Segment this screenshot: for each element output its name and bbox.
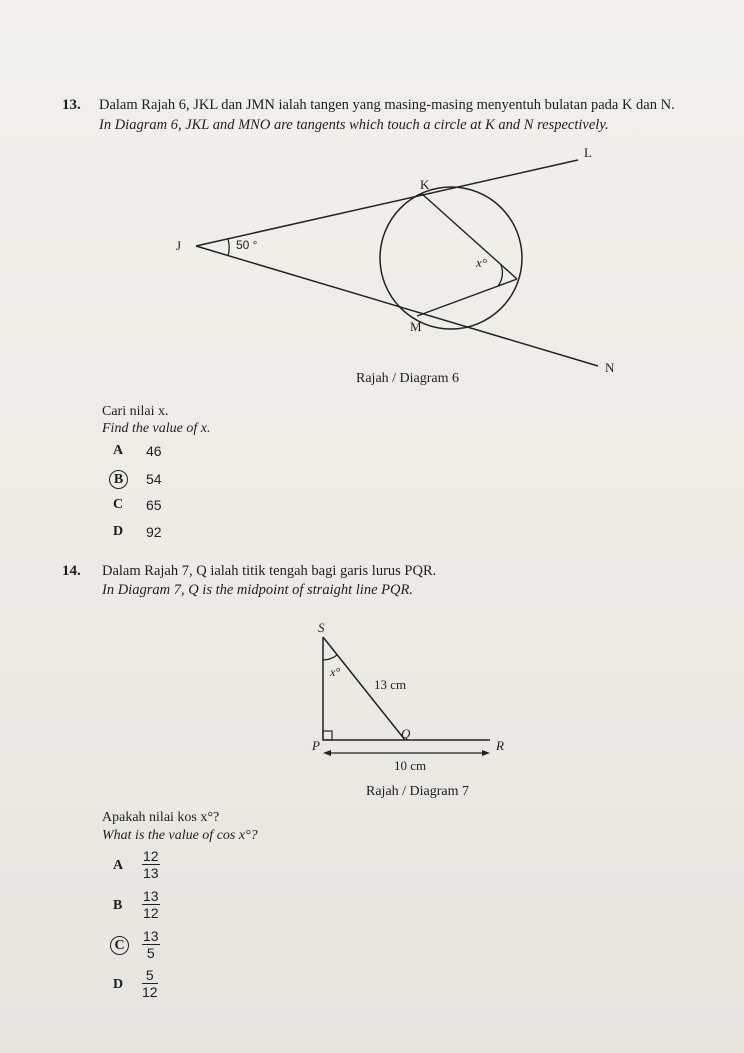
q14-option-b-num: 13: [143, 888, 159, 904]
label-x-14: x°: [330, 665, 341, 679]
label-r: R: [496, 738, 504, 753]
q14-option-a-num: 12: [143, 848, 159, 864]
label-p: P: [312, 738, 320, 753]
angle-arc-s: [323, 655, 337, 660]
diagram-7: [0, 600, 744, 780]
q13-malay-text: Dalam Rajah 6, JKL dan JMN ialah tangen yang masing-masing menyentuh bulatan pada K dan N.: [99, 97, 675, 113]
angle-arc-j: [228, 239, 229, 256]
q13-option-a-letter[interactable]: A: [113, 443, 124, 458]
q13-option-c-letter[interactable]: C: [113, 497, 124, 512]
label-n: N: [605, 360, 615, 375]
label-m: M: [410, 319, 422, 334]
q14-option-a-den: 13: [143, 865, 159, 881]
q13-option-a-value: 46: [146, 443, 162, 459]
circle: [380, 187, 522, 329]
arrow-right: [482, 750, 490, 756]
right-angle-mark: [323, 731, 332, 740]
q14-option-b-fraction: [142, 888, 160, 921]
tangent-jkl: [196, 160, 578, 246]
q14-option-c-num: 13: [143, 928, 159, 944]
q14-prompt-english: What is the value of cos x°?: [102, 828, 258, 843]
q14-option-b-letter[interactable]: B: [113, 898, 123, 913]
angle-arc-x: [498, 265, 502, 286]
arrow-left: [323, 750, 331, 756]
q13-option-d-value: 92: [146, 524, 162, 540]
angle-50: 50 °: [236, 238, 258, 252]
label-s: S: [318, 620, 325, 635]
q13-prompt-malay: Cari nilai x.: [102, 404, 169, 419]
q13-option-b-value: 54: [146, 471, 162, 487]
q13-number: 13.: [62, 97, 81, 113]
q13-option-c-value: 65: [146, 497, 162, 513]
q14-option-d-letter[interactable]: D: [113, 977, 124, 992]
q14-option-c-letter[interactable]: C: [114, 936, 129, 955]
diagram-6: [0, 0, 744, 400]
q14-option-d-num: 5: [142, 967, 158, 984]
caption-diagram-7: Rajah / Diagram 7: [366, 784, 470, 799]
q13-option-b-letter[interactable]: B: [113, 470, 128, 489]
caption-diagram-6: Rajah / Diagram 6: [356, 371, 460, 386]
q13-english-text: In Diagram 6, JKL and MNO are tangents which touch a circle at K and N respectively.: [99, 117, 609, 133]
q14-option-a-letter[interactable]: A: [113, 858, 124, 873]
chord-m: [417, 279, 517, 316]
label-k: K: [420, 177, 430, 192]
q14-option-c-fraction: [142, 928, 160, 961]
q14-number: 14.: [62, 563, 81, 579]
label-j: J: [176, 238, 182, 253]
q14-option-a-fraction: [142, 848, 160, 881]
q14-english-text: In Diagram 7, Q is the midpoint of straight line PQR.: [102, 582, 413, 598]
q14-option-d-fraction: [142, 967, 158, 1000]
hyp-13cm: 13 cm: [374, 677, 407, 692]
q14-option-d-den: 12: [142, 984, 158, 1000]
q13-option-d-letter[interactable]: D: [113, 524, 124, 539]
chord-k: [421, 193, 517, 279]
q14-malay-text: Dalam Rajah 7, Q ialah titik tengah bagi garis lurus PQR.: [102, 563, 437, 579]
q14-option-b-den: 12: [143, 905, 159, 921]
q14-prompt-malay: Apakah nilai kos x°?: [102, 810, 220, 825]
label-x-13: x°: [476, 255, 487, 270]
tangent-jmn: [196, 246, 598, 366]
q14-option-c-den: 5: [146, 945, 155, 961]
label-l: L: [584, 145, 592, 160]
label-q: Q: [401, 726, 411, 741]
base-10cm: 10 cm: [394, 758, 427, 773]
q13-prompt-english: Find the value of x.: [102, 421, 211, 436]
